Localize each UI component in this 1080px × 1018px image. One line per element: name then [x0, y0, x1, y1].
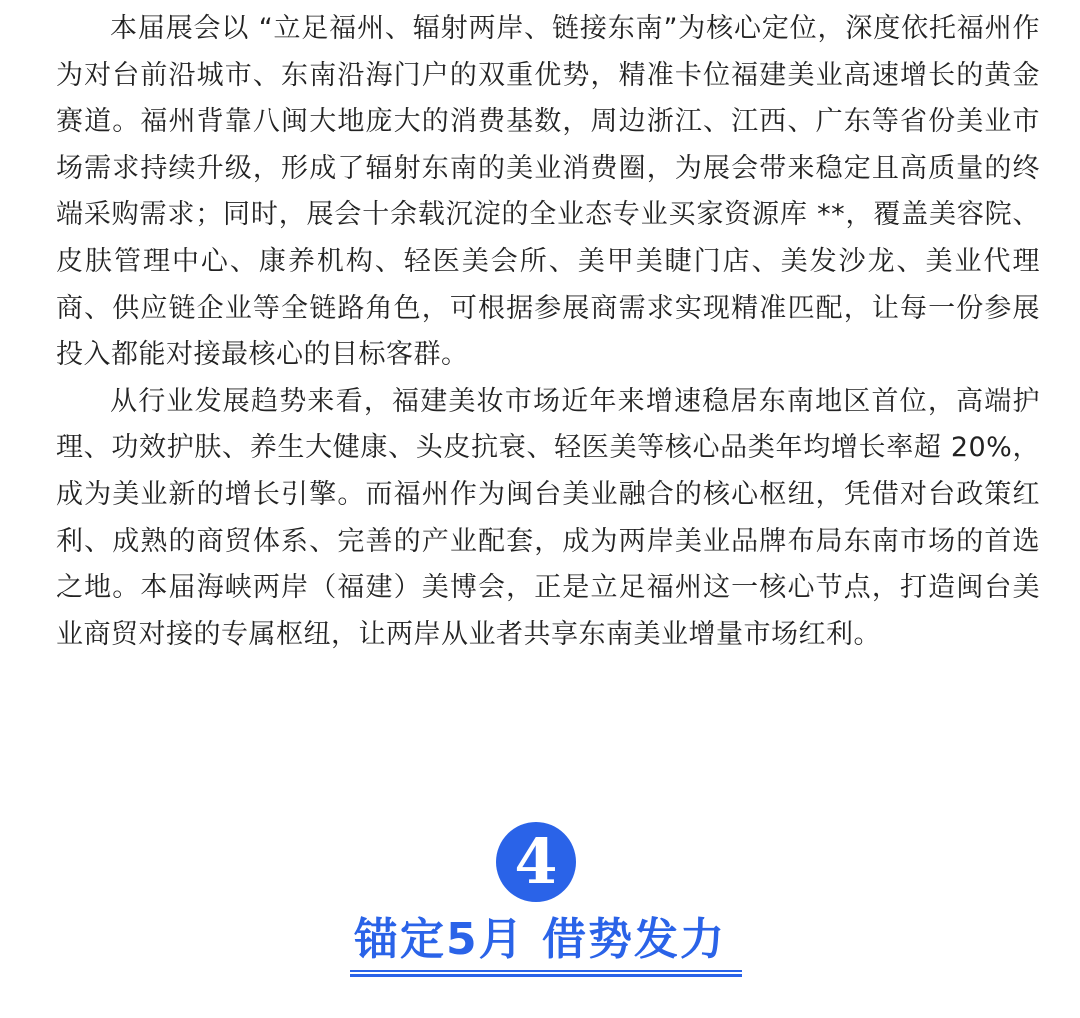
section-title-underline: [350, 970, 742, 978]
paragraph-1: 本届展会以 “立足福州、辐射两岸、链接东南”为核心定位，深度依托福州作为对台前沿城市、东南沿海门户的双重优势，精准卡位福建美业高速增长的黄金赛道。福州背靠八闽大地庞大的消费基数，周边浙江、江西、广东等省份美业市场需求持续升级，形成了辐射东南的美业消费圈，为展会带来稳定且高质量的终端采购需求；同时，展会十余载沉淀的全业态专业买家资源库 **，覆盖美容院、皮肤管理中心、康养机构、轻医美会所、美甲美睫门店、美发沙龙、美业代理商、供应链企业等全链路角色，可根据参展商需求实现精准匹配，让每一份参展投入都能对接最核心的目标客群。: [56, 13, 1040, 371]
section-header: [0, 812, 1080, 1012]
section-number-badge: 4: [496, 822, 576, 902]
article-body: [56, 6, 1040, 658]
underline-thin: [350, 970, 742, 972]
paragraph-2: 从行业发展趋势来看，福建美妆市场近年来增速稳居东南地区首位，高端护理、功效护肤、养生大健康、头皮抗衰、轻医美等核心品类年均增长率超 20%，成为美业新的增长引擎。而福州作为闽台美业融合的核心枢纽，凭借对台政策红利、成熟的商贸体系、完善的产业配套，成为两岸美业品牌布局东南市场的首选之地。本届海峡两岸（福建）美博会，正是立足福州这一核心节点，打造闽台美业商贸对接的专属枢纽，让两岸从业者共享东南美业增量市场红利。: [56, 385, 1040, 650]
underline-thick: [350, 974, 742, 977]
section-title: 锚定5月 借势发力: [354, 914, 726, 965]
